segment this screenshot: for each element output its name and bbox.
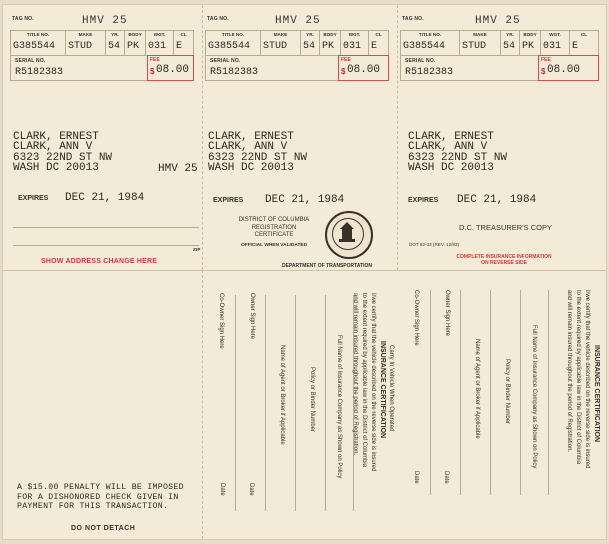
certificate-heading bbox=[224, 217, 324, 240]
fee-label: FEE bbox=[150, 57, 160, 63]
tag-value-2: HMV 25 bbox=[275, 15, 321, 27]
owner-line-4: WASH DC 20013 bbox=[208, 162, 294, 175]
class-label-2: CL bbox=[375, 32, 382, 37]
date-right-1: Date bbox=[413, 471, 419, 484]
stub-treasurer-copy bbox=[397, 5, 606, 270]
treasurer-copy-label: D.C. TREASURER'S COPY bbox=[459, 223, 552, 232]
owner-line-3: 6323 22ND ST NW bbox=[208, 151, 308, 164]
stub-owner-copy bbox=[3, 5, 202, 270]
coowner-sign-right: Co-Owner Sign Here bbox=[413, 290, 419, 346]
form-number: DOT 82-33 (REV. 12/83) bbox=[409, 242, 460, 247]
owner-line-2: CLARK, ANN V bbox=[208, 141, 288, 154]
make-value: STUD bbox=[68, 41, 93, 52]
owner-sign-right: Owner Sign Here bbox=[444, 290, 450, 337]
penalty-line-2: FOR A DISHONORED CHECK GIVEN IN bbox=[17, 492, 179, 502]
body-cell bbox=[124, 30, 146, 56]
cert-line-2: REGISTRATION bbox=[251, 224, 297, 231]
carry-in-vehicle: Carry In Vehicle When Operated bbox=[388, 345, 394, 432]
title-no-value: G385544 bbox=[13, 41, 56, 52]
owner-address bbox=[13, 132, 112, 174]
body-cell-3 bbox=[519, 30, 541, 56]
stub-registration-certificate bbox=[202, 5, 397, 270]
weight-cell-2 bbox=[340, 30, 369, 56]
year-cell-2 bbox=[300, 30, 320, 56]
body-value-2: PK bbox=[322, 41, 335, 52]
weight-cell-3 bbox=[540, 30, 570, 56]
tag-value-3: HMV 25 bbox=[475, 15, 521, 27]
date-right-2: Date bbox=[443, 471, 449, 484]
dc-seal-icon bbox=[325, 211, 373, 259]
title-no-value-2: G385544 bbox=[208, 41, 251, 52]
class-cell bbox=[173, 30, 194, 56]
make-cell-3 bbox=[459, 30, 501, 56]
fee-value: 08.00 bbox=[156, 64, 190, 76]
weight-cell bbox=[145, 30, 174, 56]
owner-line-3: 6323 22ND ST NW bbox=[13, 151, 113, 164]
policy-right: Policy or Binder Number bbox=[504, 359, 510, 425]
fee-box-3 bbox=[538, 55, 599, 81]
body-value: PK bbox=[127, 41, 140, 52]
coowner-sign-line-right bbox=[460, 290, 461, 495]
insurance-text-mid-3: and will remain insured throughout the period of Registration. bbox=[352, 293, 358, 456]
address-change-instruction: SHOW ADDRESS CHANGE HERE bbox=[41, 258, 158, 265]
body-value-3: PK bbox=[522, 41, 535, 52]
owner-line-2: CLARK, ANN V bbox=[13, 141, 93, 154]
owner-line-3: 6323 22ND ST NW bbox=[408, 151, 508, 164]
insurance-note-2: ON REVERSE SIDE bbox=[481, 260, 527, 266]
policy-line-mid bbox=[325, 295, 326, 511]
serial-cell-2 bbox=[205, 55, 339, 81]
expires-value: DEC 21, 1984 bbox=[65, 192, 145, 204]
year-label-2: YR. bbox=[306, 32, 314, 37]
year-cell-3 bbox=[500, 30, 520, 56]
coowner-sign-mid: Co-Owner Sign Here bbox=[218, 293, 224, 349]
insurance-text-mid-2: to the extent required by applicable law in the District of Columbia bbox=[361, 293, 367, 468]
weight-value: 031 bbox=[148, 41, 167, 52]
class-label-3: CL bbox=[580, 32, 588, 37]
company-right: Full Name of Insurance Company as Shown on Policy bbox=[531, 325, 537, 469]
class-value-3: E bbox=[572, 41, 579, 52]
title-no-cell-2 bbox=[205, 30, 261, 56]
class-cell-3 bbox=[569, 30, 599, 56]
body-label-2: BODY bbox=[323, 32, 337, 37]
serial-cell-3 bbox=[400, 55, 539, 81]
company-mid: Full Name of Insurance Company as Shown on Policy bbox=[336, 335, 342, 479]
serial-value-3: R5182383 bbox=[405, 67, 454, 78]
body-cell-2 bbox=[319, 30, 341, 56]
fee-box-2 bbox=[338, 55, 389, 81]
official-when-validated: OFFICIAL WHEN VALIDATED bbox=[240, 243, 308, 248]
year-cell bbox=[105, 30, 125, 56]
tag-no-label-2: TAG NO. bbox=[207, 16, 229, 22]
insurance-text-right-1: I/we certify that the vehicle described on the reverse side is insured bbox=[584, 290, 590, 469]
owner-line-4: WASH DC 20013 bbox=[13, 162, 99, 175]
fee-label-3: FEE bbox=[541, 57, 551, 63]
date-mid-2: Date bbox=[248, 483, 254, 496]
expires-label: EXPIRES bbox=[18, 195, 49, 202]
weight-label-2: WGT. bbox=[348, 32, 361, 37]
perforation-3 bbox=[202, 270, 203, 539]
cert-line-1: DISTRICT OF COLUMBIA bbox=[238, 217, 310, 223]
owner-sign-mid: Owner Sign Here bbox=[249, 293, 255, 340]
owner-line-1: CLARK, ERNEST bbox=[13, 131, 99, 143]
body-label-3: BODY bbox=[523, 32, 537, 37]
tag-no-label-3: TAG NO. bbox=[402, 16, 424, 22]
title-no-cell-3 bbox=[400, 30, 460, 56]
agent-line-mid bbox=[295, 295, 296, 511]
insurance-note-1: COMPLETE INSURANCE INFORMATION bbox=[456, 254, 552, 260]
fee-box bbox=[147, 55, 194, 81]
address-change-line-1 bbox=[13, 227, 199, 228]
class-value-2: E bbox=[371, 41, 378, 52]
title-no-cell bbox=[10, 30, 66, 56]
insurance-text-mid-1: I/we certify that the vehicle described on the reverse side is insured bbox=[370, 293, 376, 472]
owner-sign-line-mid bbox=[235, 295, 236, 511]
weight-value-3: 031 bbox=[543, 41, 562, 52]
fee-label-2: FEE bbox=[341, 57, 351, 63]
company-line-right bbox=[548, 290, 549, 495]
registration-card bbox=[3, 5, 606, 539]
expires-value-2: DEC 21, 1984 bbox=[265, 194, 345, 206]
fee-value-2: 08.00 bbox=[347, 64, 381, 76]
owner-line-1: CLARK, ERNEST bbox=[408, 131, 494, 143]
year-value-3: 54 bbox=[503, 41, 516, 52]
title-no-label: TITLE NO. bbox=[26, 32, 50, 37]
address-change-line-2 bbox=[13, 245, 199, 246]
penalty-line-3: PAYMENT FOR THIS TRANSACTION. bbox=[17, 502, 169, 511]
title-no-label-2: TITLE NO. bbox=[221, 32, 245, 37]
tag-repeat: HMV 25 bbox=[158, 163, 198, 175]
date-mid-1: Date bbox=[219, 483, 225, 496]
serial-label-2: SERIAL NO. bbox=[210, 58, 241, 64]
serial-cell bbox=[10, 55, 148, 81]
fee-value-3: 08.00 bbox=[547, 64, 581, 76]
do-not-detach: DO NOT DETACH bbox=[71, 525, 136, 532]
insurance-title-right: INSURANCE CERTIFICATION bbox=[593, 345, 600, 443]
cert-line-3: CERTIFICATE bbox=[254, 232, 294, 238]
make-value-2: STUD bbox=[263, 41, 288, 52]
owner-address-3 bbox=[408, 132, 507, 174]
year-value: 54 bbox=[108, 41, 121, 52]
tag-value: HMV 25 bbox=[82, 15, 128, 27]
body-label: BODY bbox=[128, 32, 142, 37]
tag-no-label: TAG NO. bbox=[12, 16, 34, 22]
policy-line-right bbox=[520, 290, 521, 495]
make-label: MAKE bbox=[78, 32, 93, 37]
make-label-2: MAKE bbox=[273, 32, 288, 37]
policy-mid: Policy or Binder Number bbox=[309, 367, 315, 433]
department-of-transportation: DEPARTMENT OF TRANSPORTATION bbox=[282, 263, 372, 269]
insurance-text-right-3: and will remain insured throughout the period of Registration. bbox=[566, 290, 572, 453]
serial-value-2: R5182383 bbox=[210, 67, 259, 78]
penalty-notice bbox=[17, 483, 184, 512]
class-label: CL bbox=[180, 32, 187, 37]
penalty-line-1: A $15.00 PENALTY WILL BE IMPOSED bbox=[17, 483, 184, 492]
owner-address-2 bbox=[208, 132, 307, 174]
year-value-2: 54 bbox=[303, 41, 316, 52]
agent-mid: Name of Agent or Broker if Applicable bbox=[279, 345, 285, 445]
dollar-sign-2: $ bbox=[341, 67, 346, 76]
owner-sign-line-right bbox=[430, 290, 431, 495]
year-label: YR. bbox=[111, 32, 119, 37]
title-no-label-3: TITLE NO. bbox=[418, 32, 442, 37]
serial-label-3: SERIAL NO. bbox=[405, 58, 436, 64]
dollar-sign: $ bbox=[150, 67, 155, 76]
owner-line-4: WASH DC 20013 bbox=[408, 162, 494, 175]
owner-line-1: CLARK, ERNEST bbox=[208, 131, 294, 143]
make-value-3: STUD bbox=[462, 41, 487, 52]
weight-value-2: 031 bbox=[343, 41, 362, 52]
insurance-title-mid: INSURANCE CERTIFICATION bbox=[379, 341, 386, 439]
owner-line-2: CLARK, ANN V bbox=[408, 141, 488, 154]
coowner-sign-line-mid bbox=[265, 295, 266, 511]
weight-label: WGT. bbox=[153, 32, 166, 37]
expires-label-2: EXPIRES bbox=[213, 197, 244, 204]
make-cell-2 bbox=[260, 30, 301, 56]
year-label-3: YR. bbox=[506, 32, 514, 37]
agent-line-right bbox=[490, 290, 491, 495]
make-cell bbox=[65, 30, 106, 56]
serial-label: SERIAL NO. bbox=[15, 58, 46, 64]
insurance-note bbox=[429, 254, 579, 266]
agent-right: Name of Agent or Broker if Applicable bbox=[474, 339, 480, 439]
insurance-text-right-2: to the extent required by applicable law in the District of Columbia bbox=[575, 290, 581, 465]
make-label-3: MAKE bbox=[473, 32, 487, 37]
zip-label: ZIP bbox=[193, 247, 201, 252]
serial-value: R5182383 bbox=[15, 67, 64, 78]
title-no-value-3: G385544 bbox=[403, 41, 446, 52]
expires-value-3: DEC 21, 1984 bbox=[457, 194, 537, 206]
seal-figure-icon bbox=[325, 211, 369, 255]
fold-line bbox=[3, 270, 606, 271]
expires-label-3: EXPIRES bbox=[408, 197, 439, 204]
class-value: E bbox=[176, 41, 183, 52]
dollar-sign-3: $ bbox=[541, 67, 546, 76]
weight-label-3: WGT. bbox=[549, 32, 561, 37]
class-cell-2 bbox=[368, 30, 389, 56]
